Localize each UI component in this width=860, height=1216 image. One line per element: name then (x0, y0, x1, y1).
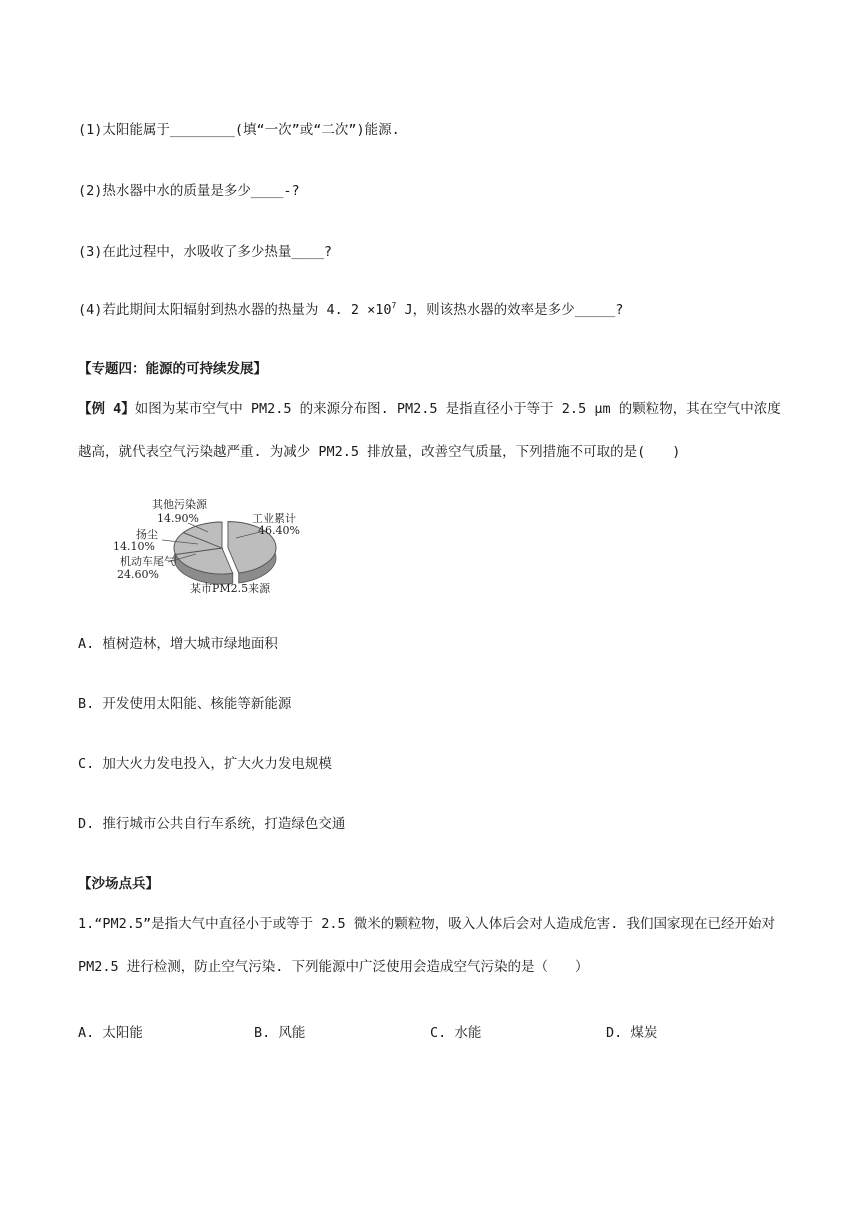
question-3: (3)在此过程中，水吸收了多少热量____? (78, 244, 333, 260)
slice-value-industry: 46.40% (258, 524, 300, 537)
option-d: D. 推行城市公共自行车系统，打造绿色交通 (78, 816, 346, 832)
chart-title: 某市PM2.5来源 (190, 582, 271, 595)
practice-option-c: C. 水能 (430, 1025, 482, 1041)
option-b: B. 开发使用太阳能、核能等新能源 (78, 696, 292, 712)
question-4-text: (4)若此期间太阳辐射到热水器的热量为 4. 2 ×10 (78, 302, 392, 318)
example-4-stem (78, 388, 790, 474)
practice-heading: 【沙场点兵】 (78, 876, 159, 892)
example-4-label: 【例 4】 (78, 401, 135, 417)
pm25-pie-chart (110, 496, 310, 600)
question-4-exponent: 7 (391, 301, 397, 310)
question-4-tail: J，则该热水器的效率是多少_____? (396, 302, 624, 318)
slice-value-dust: 14.10% (113, 540, 155, 553)
slice-value-vehicle: 24.60% (117, 568, 159, 581)
question-1: (1)太阳能属于________(填“一次”或“二次”)能源. (78, 122, 400, 138)
slice-label-vehicle: 机动车尾气 (120, 555, 175, 568)
slice-label-dust: 扬尘 (136, 528, 158, 541)
practice-question-1: 1.“PM2.5”是指大气中直径小于或等于 2.5 微米的颗粒物，吸入人体后会对人造成危害. 我们国家现在已经开始对 PM2.5 进行检测，防止空气污染. 下列能源中广泛使用会造成空气污染的是（ ） (78, 916, 776, 975)
slice-value-other: 14.90% (157, 512, 199, 525)
question-4 (78, 298, 623, 318)
question-2: (2)热水器中水的质量是多少____-? (78, 183, 300, 199)
slice-label-other: 其他污染源 (152, 498, 207, 511)
practice-option-d: D. 煤炭 (606, 1025, 658, 1041)
practice-option-a: A. 太阳能 (78, 1025, 143, 1041)
option-a: A. 植树造林，增大城市绿地面积 (78, 636, 278, 652)
practice-option-b: B. 风能 (254, 1025, 306, 1041)
example-4-text: 如图为某市空气中 PM2.5 的来源分布图. PM2.5 是指直径小于等于 2.5 μm 的颗粒物，其在空气中浓度越高，就代表空气污染越严重. 为减少 PM2.5 排放量，改善空气质量，下列措施不可取的是( ) (78, 401, 781, 460)
option-c: C. 加大火力发电投入，扩大火力发电规模 (78, 756, 332, 772)
section-heading: 【专题四：能源的可持续发展】 (78, 361, 267, 377)
slice-label-industry: 工业累计 (252, 512, 296, 525)
